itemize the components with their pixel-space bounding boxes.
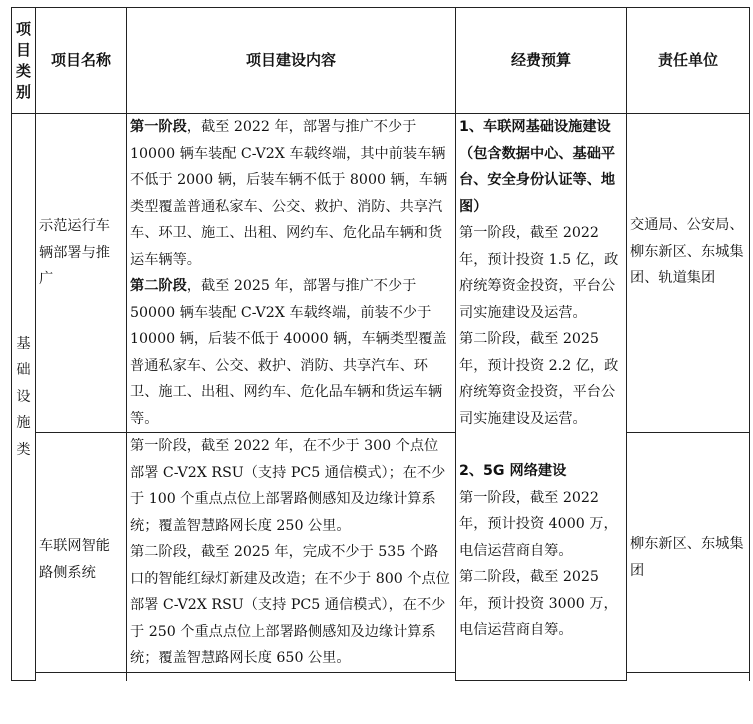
table-row bbox=[12, 433, 750, 673]
project-table bbox=[11, 7, 750, 681]
budget-item1-title: 1、车联网基础设施建设 bbox=[459, 119, 611, 135]
table-row-continuation bbox=[12, 672, 750, 681]
content-paragraph: 第一阶段，截至 2022 年，在不少于 300 个点位部署 C-V2X RSU（支持 PC5 通信模式）；在不少于 100 个重点点位上部署路侧感知及边缘计算系统；覆盖智慧路网长度 250 公里。 bbox=[130, 438, 446, 534]
budget-item1-stage2: 第二阶段，截至 2025 年，预计投资 2.2 亿，政府统筹资金投资，平台公司实施建设及运营。 bbox=[459, 331, 619, 427]
content-paragraph bbox=[130, 114, 452, 273]
project-content bbox=[127, 433, 456, 673]
content-paragraph: 第二阶段，截至 2025 年，完成不少于 535 个路口的智能红绿灯新建及改造；在不少于 800 个点位部署 C-V2X RSU（支持 PC5 通信模式），在不少于 250 个重点点位上部署路侧感知及边缘计算系统；覆盖智慧路网长度 650 公里。 bbox=[130, 544, 450, 666]
responsible-unit: 交通局、公安局、柳东新区、东城集团、轨道集团 bbox=[627, 114, 750, 433]
empty-cell bbox=[127, 672, 456, 681]
project-name: 示范运行车辆部署与推广 bbox=[36, 114, 127, 433]
header-unit: 责任单位 bbox=[627, 8, 750, 114]
spacer bbox=[459, 432, 623, 458]
project-name: 车联网智能路侧系统 bbox=[36, 433, 127, 673]
budget-item2-stage2: 第二阶段，截至 2025 年，预计投资 3000 万，电信运营商自筹。 bbox=[459, 569, 618, 638]
stage-label: 第二阶段 bbox=[130, 278, 187, 294]
category-cell: 基础设施类 bbox=[12, 114, 36, 681]
project-content bbox=[127, 114, 456, 433]
stage-text: ，截至 2025 年，部署与推广不少于 50000 辆车装配 C-V2X 车载终端，前装不少于 10000 辆，后装不低于 40000 辆，车辆类型覆盖普通私家车、公交、救护、消防、共享汽车、环卫、施工、出租、网约车、危化品车辆和货运车辆等。 bbox=[130, 278, 447, 427]
budget-item1-sub: （包含数据中心、基础平台、安全身份认证等、地图） bbox=[459, 145, 616, 215]
budget-cell bbox=[456, 114, 627, 681]
content-paragraph bbox=[130, 273, 452, 432]
responsible-unit: 柳东新区、东城集团 bbox=[627, 433, 750, 673]
budget-item2-title: 2、5G 网络建设 bbox=[459, 463, 567, 479]
header-row bbox=[12, 8, 750, 114]
empty-cell bbox=[627, 672, 750, 681]
header-budget: 经费预算 bbox=[456, 8, 627, 114]
header-category: 项目类别 bbox=[12, 8, 36, 114]
stage-text: ，截至 2022 年，部署与推广不少于 10000 辆车装配 C-V2X 车载终端，其中前装车辆不低于 2000 辆，后装车辆不低于 8000 辆，车辆类型覆盖普通私家车、公交、救护、消防、共享汽车、环卫、施工、出租、网约车、危化品车辆和货运车辆等。 bbox=[130, 119, 448, 268]
header-content: 项目建设内容 bbox=[127, 8, 456, 114]
budget-item1-stage1: 第一阶段，截至 2022 年，预计投资 1.5 亿，政府统筹资金投资，平台公司实施建设及运营。 bbox=[459, 225, 619, 321]
stage-label: 第一阶段 bbox=[130, 119, 187, 135]
empty-cell bbox=[36, 672, 127, 681]
budget-item2-stage1: 第一阶段，截至 2022 年，预计投资 4000 万，电信运营商自筹。 bbox=[459, 489, 618, 559]
header-name: 项目名称 bbox=[36, 8, 127, 114]
table-row bbox=[12, 114, 750, 433]
